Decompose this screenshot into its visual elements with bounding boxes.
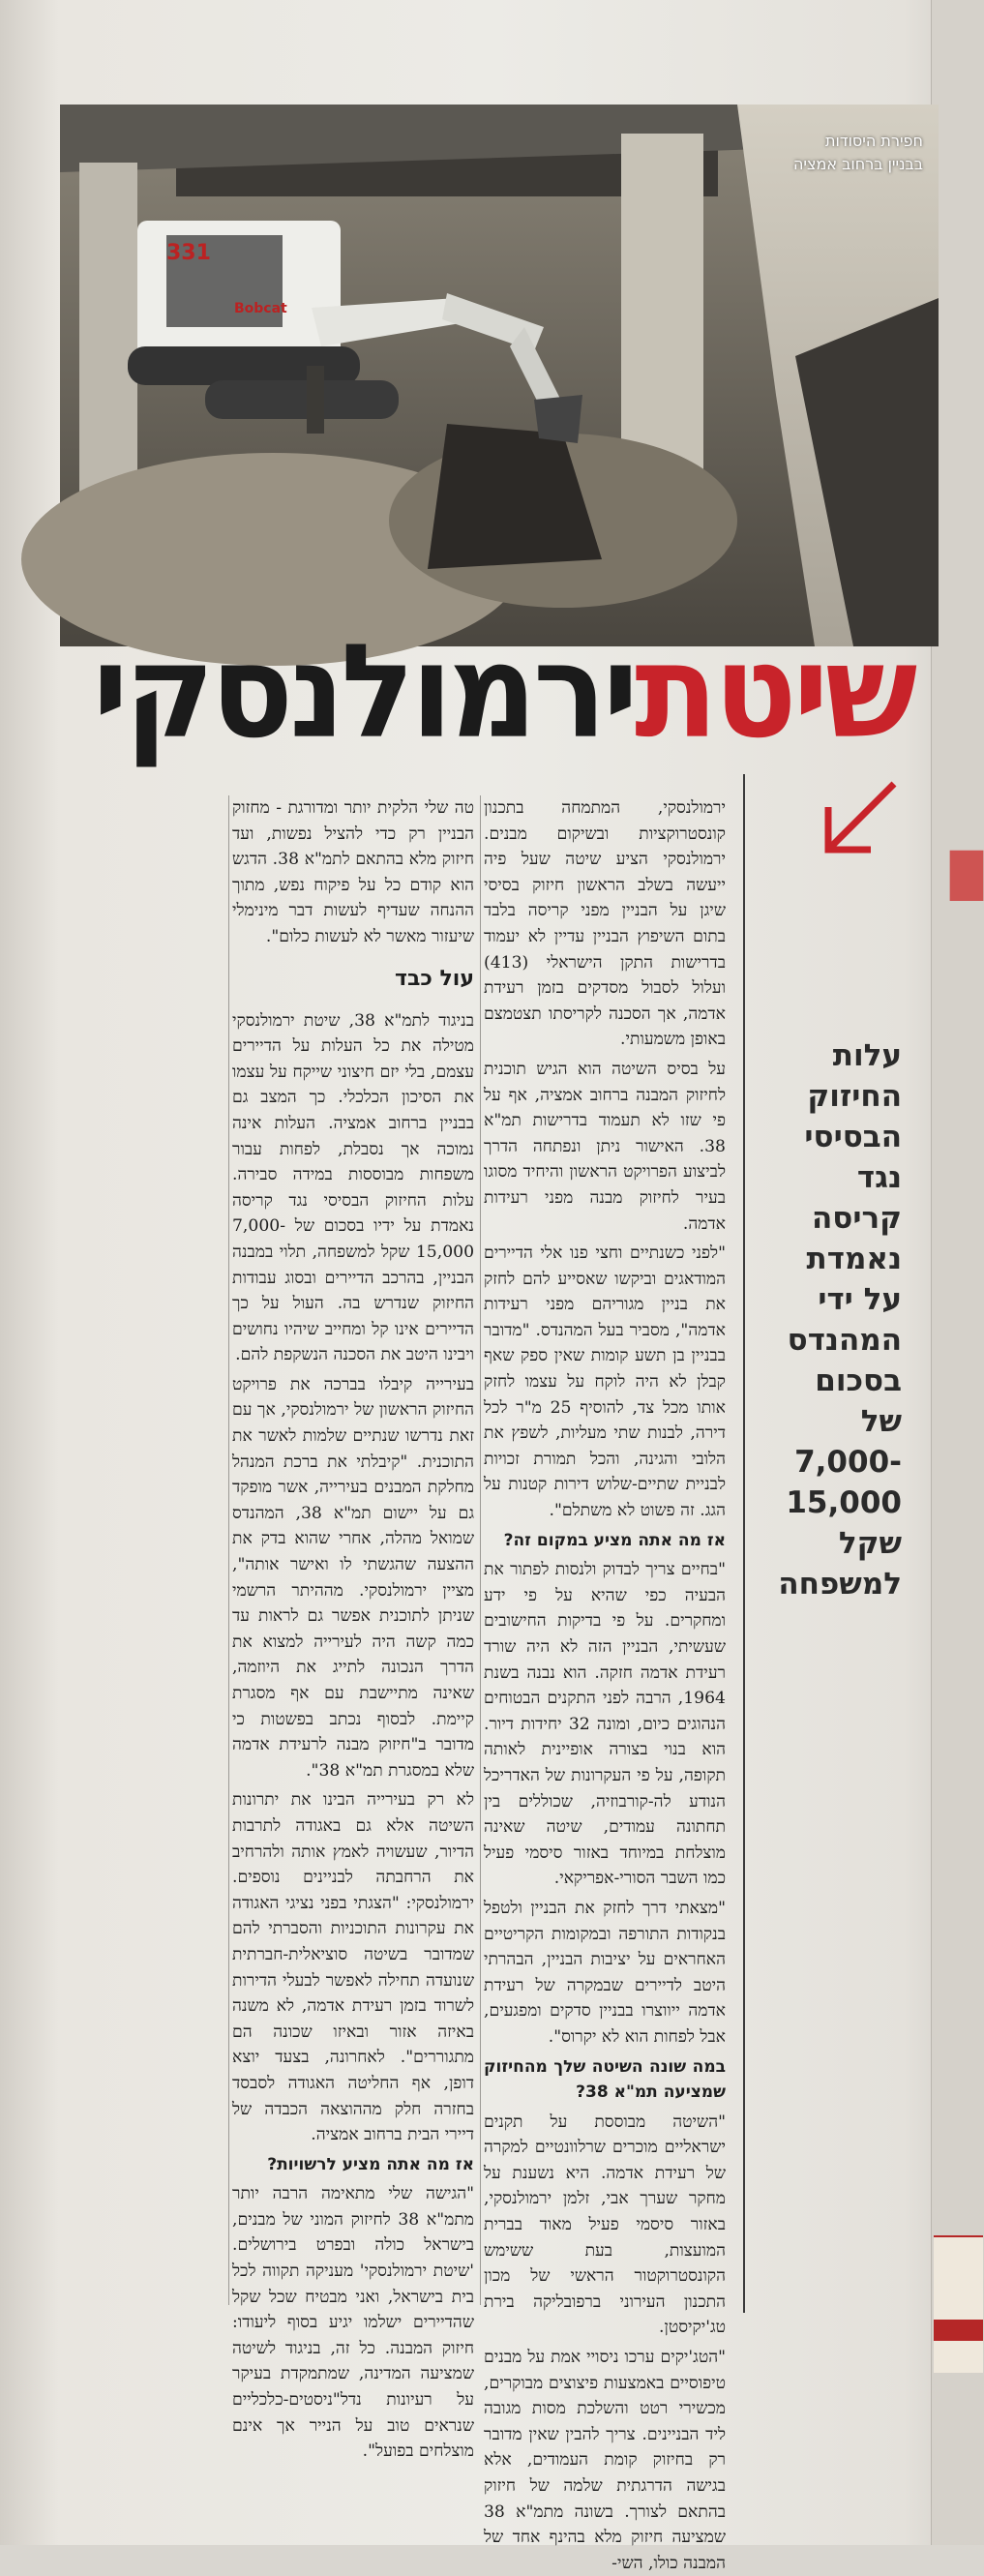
paragraph: "לפני כשנתיים וחצי פנו אלי הדיירים המודאגים וביקשו שאסייע להם לחזק את בניין מגוריהם מפני רעידות אדמה", מסביר בעל המהנדס. "מדובר בבניין בן תשע קומות שאין ספק שאף קבלן לא היה לוקח על עצמו לחזק אותו מכל צד, להוסיף 25 מ"ר לכל דירה, לבנות שתי מעליות, לשפץ את הלובי והגינה, והכל תמורת זכויות לבניית שתיים-שלוש דירות קטנות על הגג. זה פשוט לא משתלם".	[484, 1243, 726, 1521]
paragraph: בעירייה קיבלו בברכה את פרויקט החיזוק הראשון של ירמולנסקי, אך עם זאת נדרשו שנתיים שלמות לאשר את התוכנית. "קיבלתי את ברכת המנהל מחלקת המבנים בעירייה, אשר מופקד גם על יישום תמ"א 38, המהנדס שמואל מהלה, אחרי שהוא בדק את ההצעה שהגשתי לו ואישר אותה", מציין ירמולנסקי. מההיתר הרשמי שניתן לתוכנית אפשר גם לראות עד כמה קשה היה לעירייה למצוא את הדרך הנכונה לתייג את היוזמה, שאינה מתיישבת עם אף מסגרת קיימת. לבסוף נכתב בפשטות כי מדובר ב"חיזוק מבנה לרעידת אדמה שלא במסגרת תמ"א 38".	[232, 1374, 474, 1781]
section-subhead: עול כבד	[395, 966, 474, 991]
pullquote-text: עלות החיזוק הבסיסי נגד קריסה נאמדת על ידי המהנדס בסכום של 7,000-15,000 שקל למשפחה	[778, 1038, 902, 1602]
column-rule-2	[228, 795, 229, 2305]
photo-caption-line1: חפירת היסודות	[824, 132, 923, 150]
paragraph: "הטג'יקים ערכו ניסויי אמת על מבנים טיפוסיים באמצעות פיצוצים מבוקרים, מכשירי רטט והשלכת מסות מגובה ליד הבניינים. צריך להבין שאין מדובר רק בחיזוק קומת העמודים, אלא בגישה הדרגתית שלמה של חיזוק בהתאם לצורך. בשונה מתמ"א 38 שמציעה חיזוק מלא בהינף אחד של המבנה כולו, השי-	[484, 2348, 726, 2573]
paragraph: "הגישה שלי מתאימה הרבה יותר מתמ"א 38 לחיזוק המוני של מבנים, בישראל כולה ובפרט בירושלים. 'שיטת ירמולנסקי' מעניקה תקווה לכל בית בישראל, ואני מבטיח שכל שקל שהדיירים ישלמו יגיע בסוף ליעודו: חיזוק המבנה. כל זה, בניגוד לשיטה שמציעה המדינה, שמתמקדת בעיקר על רעיונות נדל"ניסטים-כלכליים שנראים טוב על הנייר אך אינם מוצלחים בפועל".	[232, 2184, 474, 2462]
photo-caption	[720, 130, 923, 176]
headline-word2: ירמולנסקי	[92, 615, 635, 767]
column-rule-1	[480, 795, 481, 2305]
diagonal-arrow-icon	[815, 774, 904, 863]
article-column-2	[232, 795, 474, 2465]
article-headline	[82, 615, 924, 769]
paragraph: ירמולנסקי, המתמחה בתכנון קונסטרוקציות ובשיקום מבנים. ירמולנסקי הציע שיטה שעל פיה ייעשה בשלב הראשון חיזוק בסיסי שיגן על הבניין מפני קריסה בלבד בתום השיפוץ הבניין עדיין לא יעמוד בדרישות התקן הישראלי (413) ועלול לסבול מסדקים בזמן רעידת אדמה, אך הסכנה לקריסתו תצטמצם באופן משמעותי.	[484, 798, 726, 1050]
article-column-1	[484, 795, 726, 2576]
adjacent-page-ad-edge	[934, 2235, 983, 2373]
paragraph: "השיטה מבוססת על תקנים ישראליים מוכרים שרלוונטיים למקרה של רעידת אדמה. היא נשענת על מחקר שערך אבי, זלמן ירמולנסקי, באזור סיסמי פעיל מאוד בברית המועצות, בעת ששימש הקונסטרוקטור הראשי של מכון התכנון העירוני ברפובליקה בירת טג'יקיסטן.	[484, 2112, 726, 2338]
interview-question: אז מה אתה מציע במקום זה?	[503, 1530, 726, 1550]
interview-question: אז מה אתה מציע לרשויות?	[267, 2154, 474, 2174]
photo-caption-line2: בבניין ברחוב אמציה	[792, 155, 923, 173]
paragraph: "בחיים צריך לבדוק ולנסות לפתור את הבעיה כפי שהיא על פי ידע ומחקרים. על פי בדיקות החישובים שעשיתי, הבניין הזה לא היה שורד רעידת אדמה חזקה. הוא נבנה בשנת 1964, הרבה לפני התקנים הבטוחים הנהוגים כיום, ומונה 32 יחידות דיור. הוא בנוי בצורה אופיינית לאותה תקופה, על פי העקרונות של האדריכל הנודע לה-קורבוזיה, שכוללים בין תחתונה עמודים, שיטה שאינה מוצלחת במיוחד באזור סיסמי פעיל כמו השבר הסורי-אפריקאי.	[484, 1560, 726, 1889]
machine-number: 331	[166, 241, 211, 265]
paragraph: "מצאתי דרך לחזק את הבניין ולטפל בנקודות התורפה ובמקומות הקריטיים האחראים על יציבות הבניין, הבהרתי היטב לדיירים שבמקרה של רעידת אדמה ייווצרו בבניין סדקים ומפגעים, אבל לפחות הוא לא יקרוס".	[484, 1898, 726, 2047]
pullquote-column	[743, 774, 911, 2313]
interview-question: במה שונה השיטה שלך מהחיזוק שמציעה תמ"א 38?	[484, 2056, 726, 2103]
paragraph: על בסיס השיטה הוא הגיש תוכנית לחיזוק המבנה ברחוב אמציה, אף על פי שזו לא תעמוד בדרישות תמ"א 38. האישור ניתן ונפתחה הדרך לביצוע הפרויקט הראשון והיחיד מסוגו בעיר לחיזוק מבנה מפני רעידות אדמה.	[484, 1059, 726, 1234]
headline-word1: שיטת	[634, 615, 914, 767]
machine-brand-label: Bobcat	[234, 301, 287, 316]
paragraph: בניגוד לתמ"א 38, שיטת ירמולנסקי מטילה את כל העלות על הדיירים עצמם, בלי יזם חיצוני שייקח על עצמו את הסיכון הכלכלי. כך המצב גם בבניין ברחוב אמציה. העלות אינה נמוכה אך נסבלת, לפחות עבור משפחות מבוססות במידה סבירה. עלות החיזוק הבסיסי נגד קריסה נאמדת על ידיו בסכום של 7,000-15,000 שקל למשפחה, תלוי במבנה הבניין, בהרכב הדיירים ובסוג עבודות החיזוק שנדרש בה. העול על כך הדיירים אינו קל ומחייב שיהיו נחושים ויבינו היטב את הסכנה הנשקפת להם.	[232, 1010, 474, 1365]
adjacent-page-red-text: █	[950, 852, 983, 901]
excavation-photo	[60, 105, 939, 646]
paragraph: לא רק בעירייה הבינו את יתרונות השיטה אלא גם באגודה לתרבות הדיור, שעשויה לאמץ אותה ולהרחיב את הרחבתה לבניינים נוספים. ירמולנסקי: "הצגתי בפני נציגי האגודה את עקרונות התוכניות והסברתי להם שמדובר בשיטה סוציאלית-חברתית שנועדה תחילה לאפשר לבעלי הדירות לשרוד בזמן רעידת אדמה, לא משנה באיזה אזור ובאיזו שכונה הם מתגוררים". לאחרונה, בצעד יוצא דופן, אף החליטה האגודה לסבסד בחזרה חלק מההוצאה הכבדה של דיירי הבית ברחוב אמציה.	[232, 1790, 474, 2145]
adjacent-page-edge	[931, 0, 984, 2545]
excavation-photo-art	[60, 105, 939, 646]
paragraph: טה שלי הלקית יותר ומדורגת - מחזוק הבניין רק כדי להציל נפשות, ועד חיזוק מלא בהתאם לתמ"א 38. הדגש הוא קודם כל על פיקוח נפש, מתוך ההנחה שעדיף לעשות דבר מינימלי שיעזור מאשר לא לעשות כלום".	[232, 798, 475, 946]
